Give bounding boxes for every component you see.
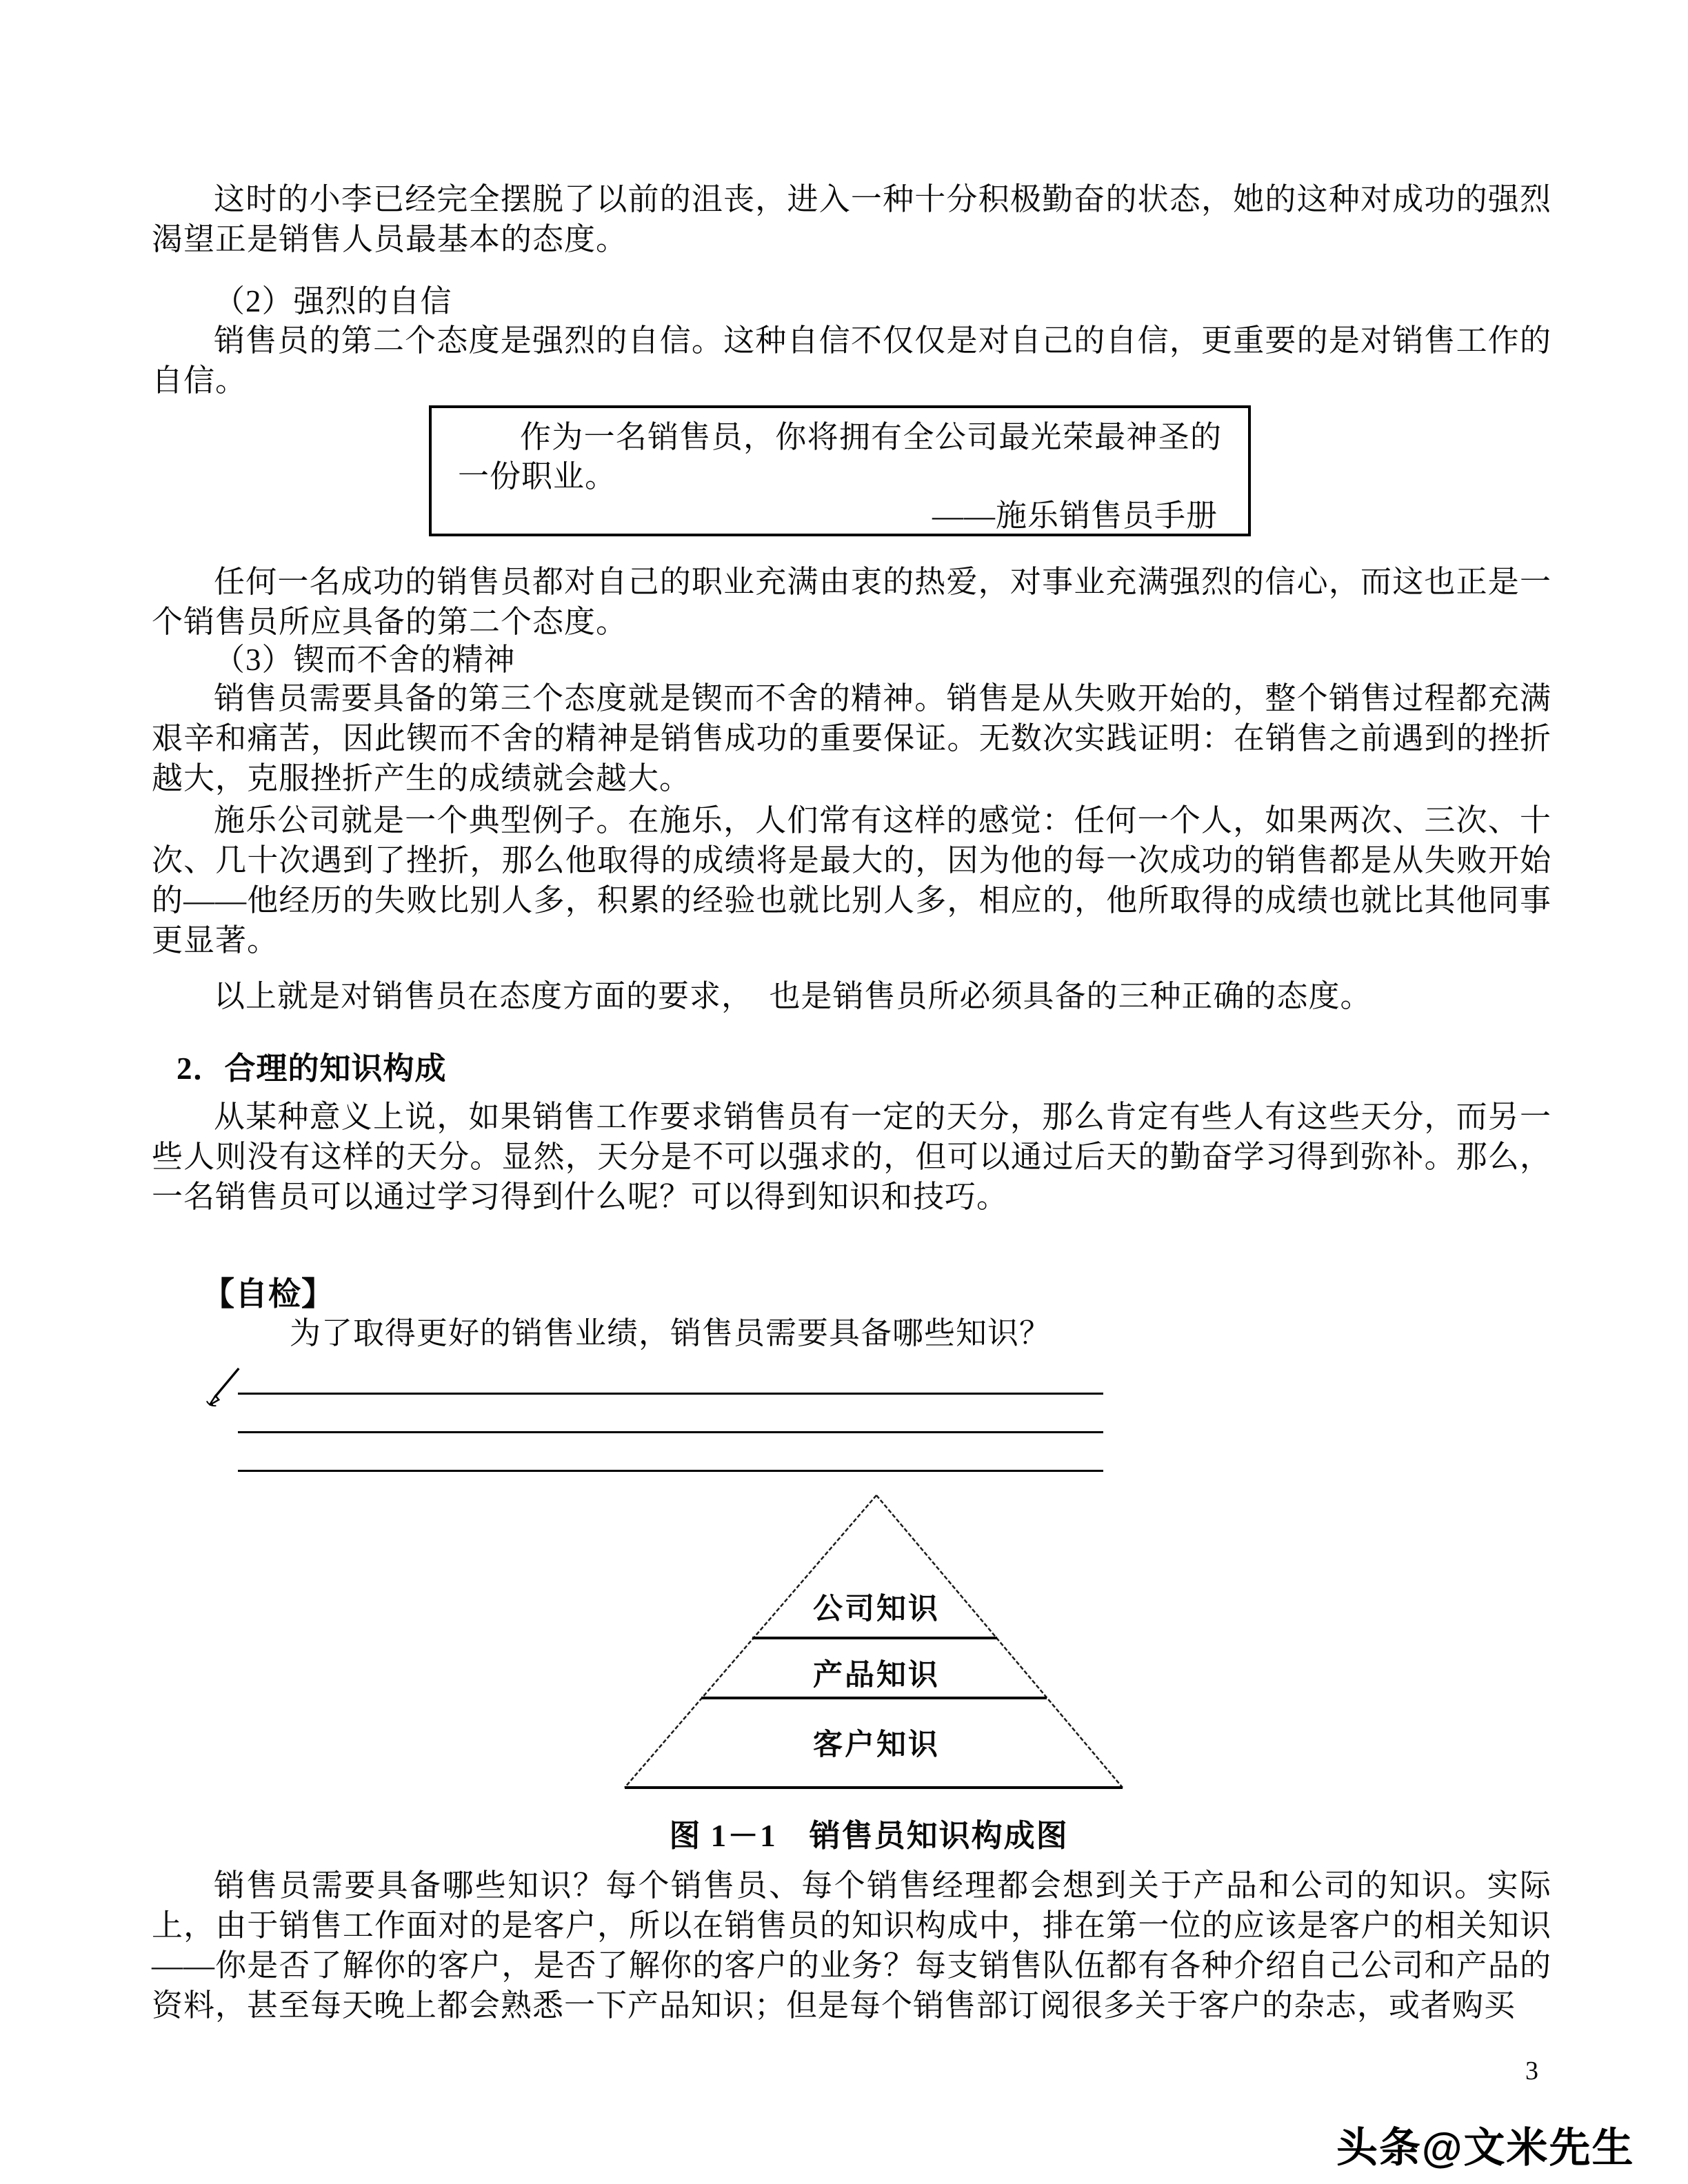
quote-attribution: ——施乐销售员手册 <box>932 498 1218 533</box>
quote-box <box>429 405 1251 536</box>
answer-line <box>238 1470 1103 1472</box>
answer-line <box>238 1393 1103 1395</box>
writing-pen-icon <box>204 1366 244 1409</box>
pyramid-level-company: 公司知识 <box>813 1593 940 1626</box>
knowledge-pyramid-figure <box>621 1491 1131 1796</box>
paragraph-confidence: 销售员的第二个态度是强烈的自信。这种自信不仅仅是对自己的自信，更重要的是对销售工作的自信。 <box>152 323 1551 398</box>
paragraph-persistence: 销售员需要具备的第三个态度就是锲而不舍的精神。销售是从失败开始的，整个销售过程都充满艰辛和痛苦，因此锲而不舍的精神是销售成功的重要保证。无数次实践证明：在销售之前遇到的挫折越大，克服挫折产生的成绩就会越大。 <box>152 681 1551 796</box>
selfcheck-label: 【自检】 <box>202 1277 334 1313</box>
section-heading-knowledge: 2．合理的知识构成 <box>177 1051 447 1086</box>
paragraph-knowledge: 从某种意义上说，如果销售工作要求销售员有一定的天分，那么肯定有些人有这些天分，而另一些人则没有这样的天分。显然，天分是不可以强求的，但可以通过后天的勤奋学习得到弥补。那么，一名销售员可以通过学习得到什么呢？可以得到知识和技巧。 <box>152 1100 1551 1214</box>
pyramid-level-customer: 客户知识 <box>813 1728 940 1761</box>
watermark-toutiao: 头条@文米先生 <box>1336 2125 1635 2171</box>
paragraph-after-figure: 销售员需要具备哪些知识？每个销售员、每个销售经理都会想到关于产品和公司的知识。实际上，由于销售工作面对的是客户，所以在销售员的知识构成中，排在第一位的应该是客户的相关知识——你是否了解你的客户，是否了解你的客户的业务？每支销售队伍都有各种介绍自己公司和产品的资料，甚至每天晚上都会熟悉一下产品知识；但是每个销售部订阅很多关于客户的杂志，或者购买 <box>152 1868 1551 2023</box>
quote-text: 作为一名销售员，你将拥有全公司最光荣最神圣的一份职业。 <box>458 420 1222 494</box>
selfcheck-question: 为了取得更好的销售业绩，销售员需要具备哪些知识？ <box>290 1316 1052 1351</box>
page-number: 3 <box>1525 2056 1538 2085</box>
paragraph-xerox-example: 施乐公司就是一个典型例子。在施乐，人们常有这样的感觉：任何一个人，如果两次、三次、十次、几十次遇到了挫折，那么他取得的成绩将是最大的，因为他的每一次成功的销售都是从失败开始的——他经历的失败比别人多，积累的经验也就比别人多，相应的，他所取得的成绩也就比其他同事更显著。 <box>152 803 1551 958</box>
paragraph-attitude-summary: 以上就是对销售员在态度方面的要求， 也是销售员所必须具备的三种正确的态度。 <box>214 979 1372 1013</box>
subheading-persistence: （3）锲而不舍的精神 <box>214 643 516 677</box>
figure-caption: 图 1－1 销售员知识构成图 <box>669 1819 1069 1853</box>
paragraph-career-love: 任何一名成功的销售员都对自己的职业充满由衷的热爱，对事业充满强烈的信心，而这也正是一个销售员所应具备的第二个态度。 <box>152 565 1551 639</box>
subheading-confidence: （2）强烈的自信 <box>214 284 452 318</box>
paragraph-intro: 这时的小李已经完全摆脱了以前的沮丧，进入一种十分积极勤奋的状态，她的这种对成功的强烈渴望正是销售人员最基本的态度。 <box>152 182 1551 256</box>
pyramid-level-product: 产品知识 <box>813 1659 940 1692</box>
answer-line <box>238 1431 1103 1433</box>
